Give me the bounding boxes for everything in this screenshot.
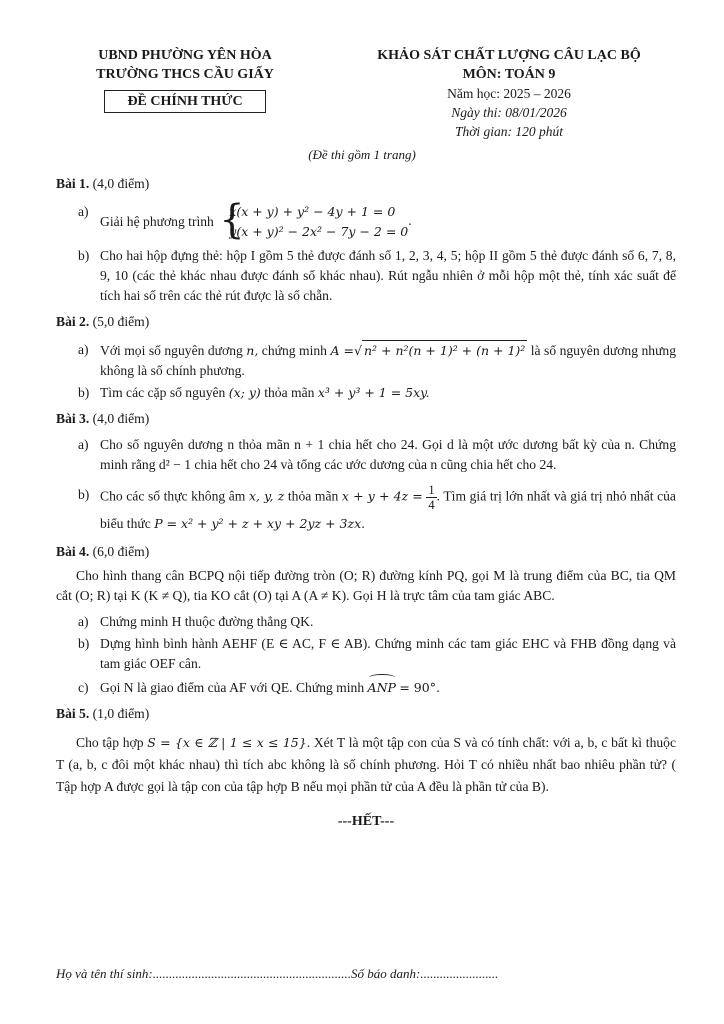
problem-5-text: Cho tập hợp S = {x ∈ ℤ | 1 ≤ x ≤ 15}. Xét T là một tập con của S và có tính chất: với a, b, c bất kì thuộc T (a, b, c đôi một khác nhau) thì tích abc không là số chính phương. Hỏi T có nhiều nhất bao nhiêu phần tử? ( Tập hợp A được gọi là tập con của tập hợp B nếu mọi phần tử của A đều là phần tử của B). — [56, 735, 676, 794]
problem-1b: b) Cho hai hộp đựng thẻ: hộp I gồm 5 thẻ được đánh số 1, 2, 3, 4, 5; hộp II gồm 5 thẻ được đánh số 6, 7, 8, 9, 10 (các thẻ khác nhau được đánh số khác nhau). Rút ngẫu nhiên ở mỗi hộp một thẻ, tính xác suất để tích hai số trên các thẻ rút được là số chẵn. — [78, 248, 676, 303]
problem-1-heading: Bài 1. (4,0 điểm) — [56, 176, 150, 191]
school-year: Năm học: 2025 – 2026 — [447, 86, 571, 101]
school-name: TRƯỜNG THCS CẦU GIẤY — [96, 67, 274, 82]
exam-date: Ngày thi: 08/01/2026 — [451, 105, 567, 120]
problem-2-heading: Bài 2. (5,0 điểm) — [56, 314, 150, 329]
fraction: $\frac{1}{4}$ — [428, 483, 435, 512]
angle-arc: ANP — [368, 678, 396, 698]
exam-title: KHẢO SÁT CHẤT LƯỢNG CÂU LẠC BỘ — [377, 48, 641, 63]
problem-2b: b) Tìm các cặp số nguyên (x; y) thỏa mãn x³ + y³ + 1 = 5xy. — [78, 385, 430, 400]
exam-duration: Thời gian: 120 phút — [454, 124, 564, 139]
ward-name: UBND PHƯỜNG YÊN HÒA — [98, 48, 272, 63]
problem-2a: a) Với mọi số nguyên dương n, chứng minh A =√ n² + n²(n + 1)² + (n + 1)² là số nguyên dương nhưng không là số chính phương. — [78, 342, 677, 378]
problem-4b: b) Dựng hình bình hành AEHF (E ∈ AC, F ∈ AB). Chứng minh các tam giác EHC và FHB đồng dạng và tam giác OEF cân. — [78, 636, 676, 671]
page-note: (Đề thi gồm 1 trang) — [308, 147, 416, 162]
problem-4a: a) Chứng minh H thuộc đường thẳng QK. — [78, 614, 314, 629]
footer — [56, 966, 676, 982]
problem-3-heading: Bài 3. (4,0 điểm) — [56, 411, 150, 426]
header-right — [344, 46, 674, 141]
problem-3a: a) Cho số nguyên dương n thỏa mãn n + 1 chia hết cho 24. Gọi d là một ước dương bất kỳ của n. Chứng minh rằng d² − 1 chia hết cho 24 và tổng các ước dương của n cũng chia hết cho 24. — [78, 437, 676, 472]
problem-4c: c) Gọi N là giao điểm của AF với QE. Chứng minh ANP = 90°. — [56, 678, 676, 698]
problem-4-heading: Bài 4. (6,0 điểm) — [56, 544, 150, 559]
exam-content — [56, 170, 676, 832]
candidate-name-field: Họ và tên thí sinh:............................................................. — [56, 966, 352, 981]
problem-4-intro: Cho hình thang cân BCPQ nội tiếp đường tròn (O; R) đường kính PQ, gọi M là trung điểm của BC, tia QM cắt (O; R) tại K (K ≠ Q), tia KO cắt (O) tại A (A ≠ K). Gọi H là trực tâm của tam giác ABC. — [56, 568, 676, 603]
end-marker: ---HẾT--- — [337, 814, 395, 829]
equation-system: { x(x + y) + y² − 4y + 1 = 0 y(x + y)² − 2x² − 7y − 2 = 0 — [219, 197, 409, 243]
subject: MÔN: TOÁN 9 — [462, 67, 556, 82]
candidate-number-field: Số báo danh:........................ — [351, 966, 499, 981]
problem-5-heading: Bài 5. (1,0 điểm) — [56, 706, 150, 721]
header-left — [60, 46, 310, 113]
problem-3b: b) Cho các số thực không âm x, y, z thỏa mãn x + y + 4z = $\frac{1}{4}$ . Tìm giá trị lớn nhất và giá trị nhỏ nhất của biểu thức P = x² + y² + z + xy + 2yz + 3zx. — [78, 483, 676, 531]
official-badge: ĐỀ CHÍNH THỨC — [104, 90, 265, 113]
problem-1a: a) Giải hệ phương trình { x(x + y) + y² − 4y + 1 = 0 y(x + y)² − 2x² − 7y − 2 = 0 . — [78, 197, 412, 243]
